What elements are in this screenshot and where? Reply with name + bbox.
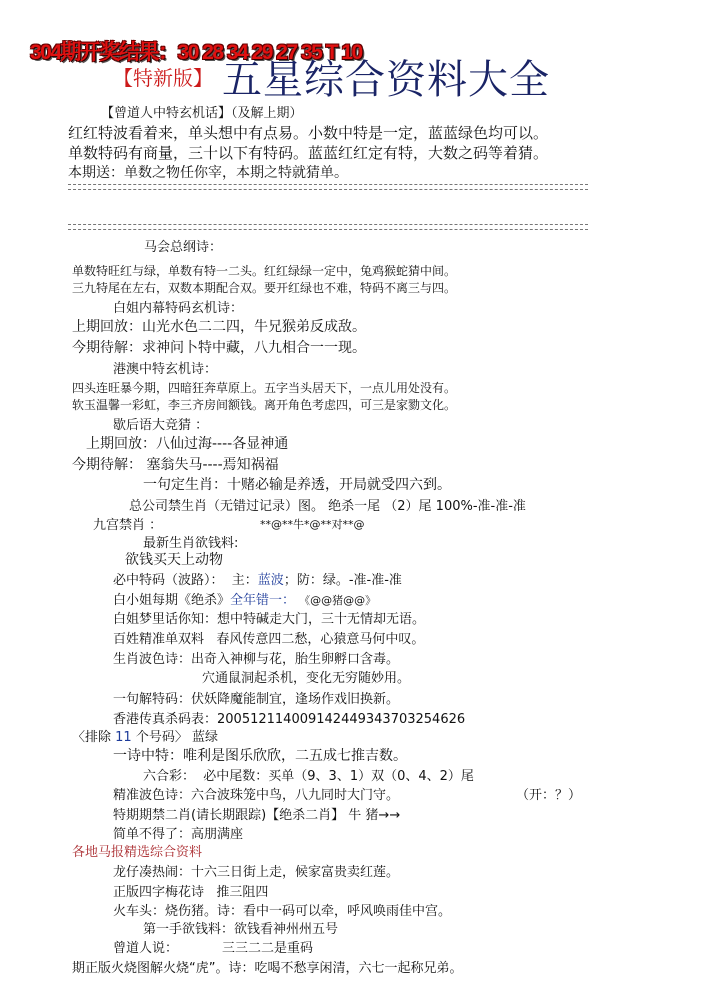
mid: 全年错一： <box>230 593 296 608</box>
text: 烧伤猪。诗：看中一码可以牵，呼风唤雨佳中宫。 <box>165 904 452 919</box>
zengdaoren-line: 本期送：单数之物任你宰，本期之特就猜单。 <box>68 165 348 181</box>
page-title: 五星综合资料大全 <box>222 57 550 103</box>
text: 十六三日街上走，候家富贵卖红莲。 <box>191 865 400 880</box>
gangao-line: 软玉温馨一彩虹，李三齐房间额钱。离开角色考虑四，可三是家勠文化。 <box>72 398 457 412</box>
gangao-line: 四头连旺暴今期，四暗狂奔草原上。五字当头居天下，一点儿用处没有。 <box>72 381 457 395</box>
draw-result-banner: 304期开奖结果：30 28 34 29 27 35 T 10 <box>30 41 362 64</box>
label: 一诗中特： <box>113 748 183 764</box>
label: 精准波色诗： <box>113 788 192 803</box>
label: 生肖波色诗： <box>113 652 192 667</box>
label: 曾道人说： <box>113 941 179 956</box>
divider <box>68 184 588 190</box>
count: 11 <box>115 730 132 745</box>
rest: ；防：绿。-准-准-准 <box>283 573 402 588</box>
text: 想中特碱走大门，三十无情却无语。 <box>217 612 426 627</box>
text: 推三阻四 <box>216 885 269 900</box>
value: 牛 猪→→ <box>348 808 401 823</box>
yiju-shengxiao <box>143 474 451 494</box>
jingzhun-open: （开：？） <box>516 788 582 803</box>
label: 白姐梦里话你知： <box>113 612 218 627</box>
teqi-line <box>113 804 400 823</box>
yiju-jie-line <box>113 688 399 707</box>
label: 六合彩： <box>143 769 196 784</box>
bizhong-line <box>113 569 402 588</box>
text: 春风传意四二愁，心猿意马何中叹。 <box>216 632 425 647</box>
jiandan-line <box>113 823 243 842</box>
label: 一句定生肖： <box>143 477 227 493</box>
xiehouyu-this <box>72 454 279 474</box>
label: 百姓精准单双料 <box>113 632 205 647</box>
jingzhun-line <box>113 784 399 803</box>
text: 十赌必输是养透，开局就受四六到。 <box>227 477 451 493</box>
zuixin-text: 欲钱买天上动物 <box>125 552 223 568</box>
this-text: 塞翁失马----焉知祸福 <box>146 457 279 473</box>
label: 特期期禁二肖(请长期跟踪)【绝杀二肖】 <box>113 808 345 823</box>
zuixin-heading: 最新生肖欲钱料: <box>143 536 239 551</box>
baixiaojie-line <box>113 589 376 608</box>
text: 唯利是图乐欣欣，二五成七推吉数。 <box>183 748 407 764</box>
main-label: 主： <box>231 573 258 588</box>
xiehouyu-heading: 歇后语大竞猜 ： <box>113 418 209 433</box>
text: 必中尾数：买单（9、3、1）双（0、4、2）尾 <box>203 769 474 784</box>
jiugong-label: 九宫禁肖 ： <box>93 518 163 533</box>
baixing-line <box>113 628 424 647</box>
label: 白小姐每期《绝杀》 <box>113 593 231 608</box>
suffix: 个号码〉 <box>135 730 188 745</box>
zhengban-line <box>113 881 268 900</box>
this-label: 今期待解： <box>72 340 142 356</box>
zonggongsi-line: 总公司禁生肖（无错过记录）图。 绝杀一尾 （2）尾 100%-准-准-准 <box>129 499 526 514</box>
shengxiao-bose-line <box>113 648 399 667</box>
label: 第一手欲钱料： <box>143 922 235 937</box>
value: 《@@猪@@》 <box>299 594 377 607</box>
label: 简单不得了： <box>113 827 192 842</box>
label: 香港传真杀码表： <box>113 712 218 727</box>
shengxiao-bose-line2: 穴通鼠洞起杀机，变化无穷随妙用。 <box>202 671 411 686</box>
baijie-this <box>72 337 366 357</box>
this-label: 今期待解： <box>72 457 142 473</box>
label: 龙仔凑热闹： <box>113 865 192 880</box>
gedi-heading: 各地马报精选综合资料 <box>72 845 203 860</box>
mahui-heading: 马会总纲诗： <box>144 240 223 255</box>
label: 火车头： <box>113 904 166 919</box>
label: 一句解特码： <box>113 692 192 707</box>
value: 蓝绿 <box>192 730 219 745</box>
longzai-line <box>113 861 399 880</box>
zengdaoren-line: 红红特波看着来，单头想中有点易。小数中特是一定，蓝蓝绿色均可以。 <box>68 124 549 142</box>
diyishou-line <box>143 918 338 937</box>
jiugong-value: **@**牛*@**对**@ <box>260 518 365 531</box>
label: 〈排除 <box>72 730 112 745</box>
baijie-meng <box>113 608 425 627</box>
last-text: 八仙过海----各显神通 <box>156 436 289 452</box>
text: 六合波珠笼中鸟，八九同时大门守。 <box>191 788 400 803</box>
last-text: 山光水色二二四，牛兄猴弟反成敌。 <box>142 319 366 335</box>
yishi-line <box>113 745 407 765</box>
main-value: 蓝波 <box>257 573 284 588</box>
xianggang-line <box>113 708 465 727</box>
mahui-line: 单数特旺红与绿，单数有特一二头。红红绿绿一定中，兔鸡猴蛇猜中间。 <box>72 264 457 278</box>
zengdao-text: 三三二二是重码 <box>222 941 314 956</box>
text: 伏妖降魔能制宜，逢场作戏旧换新。 <box>191 692 400 707</box>
paichu-line <box>72 726 218 745</box>
zengdaoren-heading: 【曾道人中特玄机话】（及解上期） <box>101 106 303 121</box>
baijie-heading: 白姐内幕特码玄机诗： <box>113 301 244 316</box>
gangao-heading: 港澳中特玄机诗： <box>113 362 218 377</box>
liuhecai-line <box>143 765 474 784</box>
mahui-line: 三九特尾在左右，双数本期配合双。要开红绿也不难，特码不离三与四。 <box>72 281 457 295</box>
label: 正版四字梅花诗 <box>113 885 205 900</box>
edition-tag: 【特新版】 <box>113 66 213 90</box>
zengdao-line <box>113 937 178 956</box>
last-label: 上期回放： <box>86 436 156 452</box>
divider <box>68 224 588 230</box>
xiehouyu-last <box>86 433 288 453</box>
text: 出奇入神柳与花，胎生卵孵口含毒。 <box>191 652 400 667</box>
huoshao-line: 期正版火烧图解火烧“虎”。诗：吃喝不愁享闲清，六七一起称兄弟。 <box>72 961 463 976</box>
text: 高朋满座 <box>191 827 244 842</box>
zengdaoren-line: 单数特码有商量，三十以下有特码。蓝蓝红红定有特，大数之码等着猜。 <box>68 144 549 162</box>
baijie-last <box>72 316 366 336</box>
text: 欲钱看神州州五号 <box>234 922 339 937</box>
this-text: 求神问卜特中藏，八九相合一一现。 <box>142 340 366 356</box>
value: 2005121140091424493437032546​26 <box>217 712 466 727</box>
label: 必中特码（波路）： <box>113 573 224 588</box>
last-label: 上期回放： <box>72 319 142 335</box>
huoche-line <box>113 900 451 919</box>
